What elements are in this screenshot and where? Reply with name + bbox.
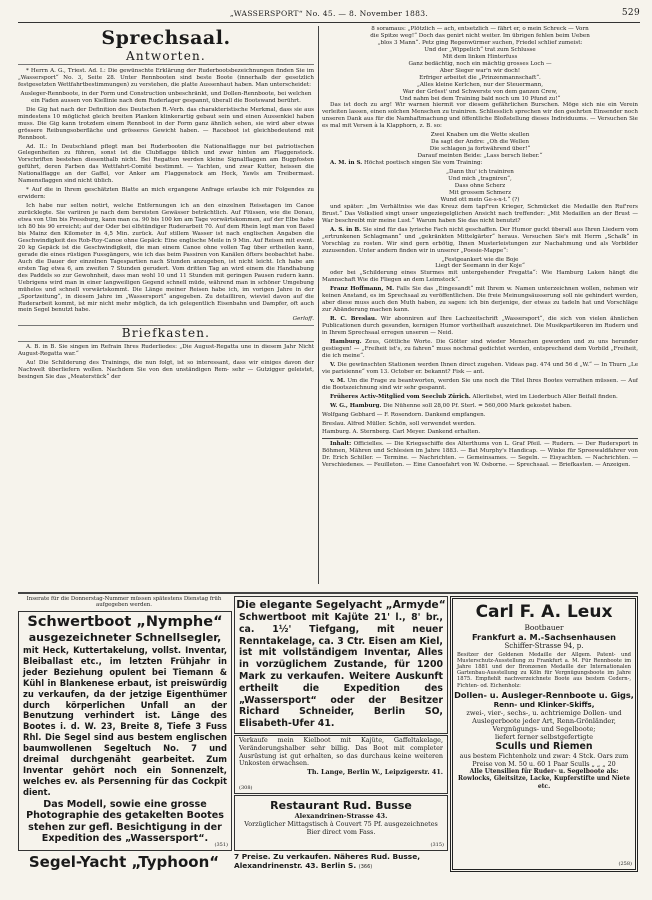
ads-separator <box>18 592 638 594</box>
ad-number: (366) <box>358 864 373 871</box>
verse-line: „blos 3 Mann“. Petz ging Regenwürmer suchen, Friedel schlief zumeist: <box>377 39 583 46</box>
verse-line: 8 soramaus: „Plötzlich — ach, entsetzlich — fährt er, o mein Schreck — Vorn <box>371 26 589 32</box>
ad-nymphe-title: Schwertboot „Nymphe“ <box>27 614 223 630</box>
ad-armyde-title: Die elegante Segelyacht „Armyde“ <box>236 599 446 611</box>
briefkasten-continued-column <box>322 26 638 592</box>
verse-line: Da sagt der Andre: „Oh die Wellen <box>430 139 530 146</box>
ad-nymphe-model: Das Modell, sowie eine grosse Photographie des getakelten Bootes stehen zur gefl. Besichtigung in der Expedition des „Wassersport“. <box>26 798 224 845</box>
sprechsaal-letter-body: Ich habe nur selten notirt, welche Entfernungen ich an den einzelnen Reisetagen im Canoe zurücklegte. Sie variiren je nach dem bereisten Gewässer beträchtlich. Auf Flüssen, wie die Donau, etwa von Ulm bis Pressburg, kann man ca. 90 bis 100 km am Tage vorwärtskommen, auf der Elbe habe ich 80 bis 90 erreicht; auf der Oder bei elfstündiger Ruderarbeit 70. Auf dem Rhein legt man von Basel bis Mainz den Kilometer in 4,5 Min. zurück. Auf stillem Wasser ist nach englischen Angaben die Geschwindigkeit des Rob-Roy-Canoe ohne Gepäck: Eine englische Meile in 9 Min. Auf Reisen mit event. 20 kg Gepäck ist die Geschwindigkeit, die man einem Canoe ohne vollen Tag über ertheilen kann, gerade die eines rüstigen Fussgängers, wie ich das beim Passiren von Kanälen öfters beobachtet habe. Auch die Dauer der einzelnen Tagespartien nach Stunden anzugeben, ist nicht leicht. Ich habe am ersten Tag etwa 6, am zweiten 7 Stunden gerudert. Vom dritten Tag an wird einem die Handhabung des Paddels so zur Gewohnheit, dass man wohl 10 und 11 Stunden mit geringen Pausen rudern kann. Uebrigens wird man in einer langweiligen Gegend schnell müde, während man in schöner Umgebung mühelos und schnell vorwärtskommt. Die Länge meiner Reisen habe ich, im vorigen Jahre in der „Sportzeitung“, in diesem Jahre im „Wassersport“ angegeben. Zu detailliren, wieviel davon auf die Ruderarbeit kommt, ist mir nicht mehr möglich, da ich gelegentlich Eisenbahn und Dampfer, oft auch mein Segel benutzt habe. <box>18 203 314 314</box>
journal-issue-line: „WASSERSPORT“ No. 45. — 8. November 1883. <box>229 9 429 18</box>
ad-leux-body5: Alle Utensilien für Ruder- u. Segelboote als: Rowlocks, Gleitsitze, Lacke, Kupferstifte und Niete etc. <box>458 767 630 790</box>
poem-block <box>322 26 638 102</box>
inhalt-text: Officielles. — Die Kriegsschiffe des Alterthums von L. Graf Pfeil. — Rudern. — Der Rudersport in Böhmen, Mähren und Schlesien im Jahre 1883. — Bat Murphy's Handicap. — Winke für Spreewaldfahrer von Dr. Erich Schiller. — Termine. — Nachrichten. — Gemeinsames. — Segeln. — Eisyachten. — Nachrichten. — Verschiedenes. — Feuilleton. — Eine Canoefahrt von W. Osborne. — Sprechsaal. — Briefkasten. — Anzeigen. <box>322 441 638 469</box>
briefkasten-title: Briefkasten. <box>18 325 314 342</box>
ad-typhoon-title: Segel-Yacht „Typhoon“ <box>28 853 220 871</box>
insertion-notice: Inserate für die Donnerstag-Nummer müssen spätestens Dienstag früh aufgegeben werden. <box>26 596 222 609</box>
entry-text: Wolfgang Gebhard — F. Rosendorn. Dankend empfangen. <box>322 411 486 418</box>
entry-text: Höchst poetisch singen Sie vom Training: <box>364 160 483 167</box>
ad-kielboot-body: Verkaufe mein Kielboot mit Kajüte, Gaffeltakelage, Veränderungshalber sehr billig. Das Boot mit completer Ausrüstung ist gut erhalten, so das durchaus keine weiteren Unkosten erwachsen. <box>239 736 443 768</box>
verse-line: Aber Sieger war'n wir doch! <box>439 67 521 74</box>
sprechsaal-column <box>18 26 314 508</box>
verse-line: Und der „Wippelich“ trat zum Schlusse <box>424 46 536 53</box>
antworten-subtitle: Antworten. <box>18 49 314 65</box>
ad-leux-bold2: Renn- und Klinker-Skiffs, <box>493 699 595 709</box>
ad-leux-body4: aus bestem Fichtenholz und zwar: 4 Stck. Oars zum Preise von M. 50 u. 60 1 Paar Sculls „ „ „ 20 <box>459 751 629 768</box>
sprechsaal-title: Sprechsaal. <box>101 27 231 49</box>
verse-line: „Alles kleine Kerlchen, nur der Steuermann, <box>416 81 544 88</box>
ad-restaurant-busse <box>234 795 448 851</box>
ad-leux-city: Frankfurt a. M.-Sachsenhausen <box>471 632 617 642</box>
ad-nymphe-subtitle: ausgezeichneter Schnellsegler, <box>28 631 222 644</box>
entry-text: Breslau. Alfred Müller. Schön, soll verwendet werden. <box>322 420 476 427</box>
page-header <box>18 8 640 23</box>
verse-line: Dass ohne Scherz <box>454 182 506 189</box>
entry-text: Wir abonniren auf Ihre Lachzeitschrift „Wassersport“, die sich von vielen ähnlichen Publicationen durch gesunden, kernigen Humor vortheilhaft auszeichnet. Die Musikpartikeren im Rudern und in Ihrem Sprechsaal erregen unseren — Neid. <box>322 316 638 337</box>
ad-leux-sub1: Bootbauer <box>524 623 564 632</box>
ad-leux-bold3: Sculls und Riemen <box>495 740 593 752</box>
ad-nymphe-body: mit Heck, Kuttertakelung, vollst. Inventar, Bleiballast etc., im letzten Frühjahr in jeder Beziehung opulent bei Tiemann & Kühl in Blankenese erbaut, ist preiswürdig zu verkaufen, da der jetzige Eigenthümer durch körperlichen Unfall an der Benutzung verhindert ist. Länge des Bootes i. d. W. 23, Breite 8, Tiefe 3 Fuss Rhl. Die Segel sind aus bestem englischen baumwollenen Segeltuch No. 7 und dreimal durchgenäht gearbeitet. Zum Inventar gehört noch ein Sonnenzelt, welches ev. als Persenning für das Cockpit dient. <box>23 645 227 797</box>
ad-kielboot-signature: Th. Lange, Berlin W., Leipzigerstr. 41. <box>307 768 443 777</box>
ad-leux-bold1: Dollen- u. Ausleger-Rennboote u. Gigs, <box>454 689 634 700</box>
verse-line: Und mich „tragniren“, <box>448 176 512 183</box>
briefkasten-entry-1: A. B. in B. Sie singen im Refrain Ihres Ruderliedes: „Die August-Regatta une in diesem Jahr Nicht August-Regatta war.“ <box>18 344 314 358</box>
ad-number: (351) <box>214 841 228 848</box>
inhalt-title: Inhalt: <box>330 441 352 448</box>
ad-kielboot <box>234 735 448 794</box>
entry-text: Hamburg. A. Sternberg. Carl Meyer. Dankend erhalten. <box>322 429 481 436</box>
entry-label: V. <box>330 361 336 368</box>
entry-text: Zeus, Göttliche Worte. Die Götter sind wieder Menschen geworden und zu uns herunder gestiegen! — „Freiheit ist's, zu fahren“ muss nochmal gedichtet werden, entsprechend dem Vorbild „Freiheit, die ich meine“. <box>322 338 638 359</box>
verse-block <box>322 257 638 271</box>
briefkasten-paragraph: und später: „Im Verhältniss wie das Kreuz dem tapf'ren Krieger, Schmücket die Medaille den Ruf'rers Brust.“ Das Volkslied singt unser ungeziegelglichen Ansicht nach treffender: „Mit Medaillen an der Brust — War beschreibt mir meine Lust.“ Warum haben Sie das nicht benutzt? <box>322 203 638 224</box>
verse-block <box>322 132 638 160</box>
verse-line: Mit grossem Schmerz <box>448 189 512 196</box>
sprechsaal-answer-2: Ausleger-Rennboote, in der Form und Construction unbeschränkt, und Dollen-Rennboote, bei welchen ein Faden aussen von Kiellinie nach dem Ruderlager gespannt, überall die Bootswand berührt. <box>20 90 312 104</box>
verse-line: Die schlagen ja fortwährend über!“ <box>429 146 531 153</box>
ad-number: (258) <box>618 860 632 867</box>
verse-line: die Spitze weg!“ Doch das genirt nicht weiter. Im übrigen fehlen beim Ueben <box>370 32 590 39</box>
entry-label: A. M. in S. <box>330 160 363 167</box>
verse-block <box>322 169 638 204</box>
entry-label: R. C. Breslau. <box>330 316 377 323</box>
divider <box>322 438 638 439</box>
ad-leux <box>450 596 638 872</box>
entry-text: Sie sind für das lyrische Fach nicht geschaffen. Der Humor guckt überall aus Ihren Liedern vom „ertrunkenen Schlagmann“ und „gekränkten Mittelgärter“ heraus. Versuchen Sie's mit Herrn „Schalk“ in Vorschlag zu rosten. Wir sind gern erbötig, Ihnen Musterleistungen zur Nachahmung und als Vorbilder zuzusenden. Unter andern finden wir in unserer „Poesie-Mappe“: <box>322 226 638 254</box>
verse-line: Und nahm bei dem Training bald noch um 10 Pfund zu!“ <box>399 95 561 102</box>
verse-line: Ganz bedächtig, noch ein mächtig grosses Loch — <box>408 60 552 67</box>
verse-line: Darauf meinten Beide: „Lass bersch lieber.“ <box>417 153 543 160</box>
entry-text: Um die Frage zu beantworten, werden Sie uns noch die Titel Ihres Bootes verrathen müssen. — Auf die Bootszeichnung sind wir sehr gespannt. <box>322 377 638 391</box>
ad-armyde-body: Schwertboot mit Kajüte 21' l., 8' br., ca. 1½' Tiefgang, mit neuer Renntakelage, ca. 3 Ctr. Eisen am Kiel, ist mit vollständigem Inventar, Alles in vorzüglichem Zustande, für 1200 Mark zu verkaufen. Weitere Auskunft ertheilt die Expedition des „Wassersport“ oder der Besitzer Richard Schneider, Berlin SO, Elisabeth-Ufer 41. <box>239 612 443 730</box>
ad-leux-body2: zwei-, vier-, sechs-, u. achtriemige Dollen- und Auslegerboote jeder Art, Renn-Grönländer, Vergnügungs- und Segelboote; <box>466 708 622 733</box>
verse-line: „Dann thu' ich trainiren <box>446 169 514 176</box>
sprechsaal-answer-1: * Herrn A. G., Triest. Ad. I.: Die gewünschte Erklärung der Ruderbootsbezeichnungen finden Sie im „Wassersport“ No. 3, Seite 28. Unter Rennbooten sind beste Boote (innerhalb der gesetzlich festgesetzten Wettfahrtbestimmungen) zu verstehen, die platte Aussenhaut haben. Man unterscheidet: <box>18 68 314 88</box>
ad-leux-street: Schiffer-Strasse 94, p. <box>504 642 584 650</box>
entry-text: Allerliebst, wird im Liederbuch Aller Beifall finden. <box>472 393 618 400</box>
entry-label: W. G., Hamburg. <box>330 402 382 409</box>
verse-line: War der Grösst' und Schwerste von dem ganzen Crew, <box>402 88 558 95</box>
ad-leux-body3: liefert ferner selbstgefertigte <box>494 732 594 741</box>
entry-label: Hamburg. <box>330 338 362 345</box>
verse-line: Mit dem linken Hinterfuss <box>442 53 518 60</box>
ad-number: (315) <box>430 841 444 848</box>
verse-line: Liegt der Seemann in der Koje“ <box>435 263 525 270</box>
ad-armyde <box>234 596 448 734</box>
entry-label: A. S. in B. <box>330 226 362 233</box>
ad-busse-address: Alexandrinen-Strasse 43. <box>294 812 388 820</box>
column-divider <box>318 26 319 584</box>
briefkasten-paragraph: oder bei „Schilderung eines Sturmes mit untergehender Fregatta“: Wie Hamburg Laken hängt die Mannschaft Wie die Fliegen an dem Leimstock“. <box>322 270 638 284</box>
entry-text: Die Nühenne soll 28,00 Pf. Sterl. = 560,000 Mark gekostet haben. <box>383 402 572 409</box>
page-number: 529 <box>621 8 640 18</box>
ad-typhoon-body <box>234 852 446 878</box>
letter-signature: Gerloff. <box>292 316 314 323</box>
ad-leux-title: Carl F. A. Leux <box>475 602 613 622</box>
entry-label: v. M. <box>330 377 346 384</box>
verse-line: Erfriger arbeitet die „Prinzenmannschaft“. <box>419 74 541 81</box>
sprechsaal-letter-intro: * Auf die in Ihrem geschätzten Blatte an mich ergangene Anfrage erlaube ich mir Folgendes zu erwidern: <box>18 187 314 201</box>
sprechsaal-answer-3: Die Gig hat nach der Definition des Deutschen R.-Verb. das charakteristische Merkmal, dass sie aus mindestens 10 möglichst gleich breiten Planken klinkerartig gebaut sein und einen Aussenkiel haben muss. Die Gig kann trotzdem einem Rennboot in der Form ganz ähnlich sehen, sie wird aber etwas grössere Reibungsoberfläche und grösseres Gewicht haben. — Raceboot ist gleichbedeutend mit Rennboot. <box>18 106 314 141</box>
briefkasten-entry-2: Au! Die Schilderung des Trainings, die nun folgt, ist so interessant, dass wir einiges davon der Nachwelt überliefern wollen. Nachdem Sie von den unständigen Rem- sehr — Gutzigger geleistet, besingen Sie das „Meaterstück“ der <box>18 360 314 381</box>
ad-busse-title: Restaurant Rud. Busse <box>270 799 412 812</box>
ad-nymphe <box>18 611 232 851</box>
ad-typhoon-text: 7 Preise. Zu verkaufen. Näheres Rud. Busse, Alexandrinenstr. 43. Berlin S. <box>234 852 421 871</box>
sprechsaal-answer-4: Ad. II.: In Deutschland pflegt man bei Ruderbooten die Nationalflagge nur bei patriotischen Gelegenheiten zu führen, sonst ist die Clubflagge üblich und zwar hinten am Flaggenstock. Vorschriften bestehen diesenthalb nicht. Bei Regatten werden kleine Signalflaggen am Bugpfosten geführt, deren Farben das Wettfahrt-Comité bestimmt. — Yachten, und zwar Kutter, heissen die Nationalflagge an der Gaffel, vor Anker am Flaggenstock am Heck, Yawls am Treibermast. Namensflaggen sind nicht üblich. <box>18 143 314 185</box>
ad-leux-body: Besitzer der Goldenen Medaille der Allgem. Patent- und Musterschutz-Ausstellung zu Frankfurt a. M. Für Rennboote im Jahre 1881 und der Bronzenen Medaille der Internationalen Gartenbau-Ausstellung zu Köln für Vergnügungsboote im Jahre 1875. Empfiehlt nachverzeichnete Boote aus bestem Cedern-, Fichten- od. Eichenholz: <box>457 651 631 689</box>
ad-number: (308) <box>239 784 253 791</box>
entry-text: Die gewünschten Stationen werden Ihnen direct zugehen. Videas pag. 474 und 56 d „W.“ — In Thurn „Le vie parisienne“ vom 13. October er. bekannt? Fisk — ant. <box>322 361 638 375</box>
verse-line: Zwei Knaben um die Wette skullen <box>430 132 530 139</box>
entry-label: Früheres Activ-Mitglied vom Seeclub Zürich. <box>330 393 471 400</box>
verse-line: „Festgeankert wie die Boje <box>441 256 519 263</box>
entry-text: Falls Sie das „Eingesandt“ mit Ihrem w. Namen unterzeichnen wollen, nehmen wir keinen Anstand, es im Sprechsaal zu veröffentlichen. Die freie Meinungsäusserung soll nie gehindert werden, aber diese muss auch den Muth haben, zu sagen: ich bin derjenige, der etwas zu tadeln hat und Vorschläge zur Abänderung machen kann. <box>322 286 638 314</box>
ad-busse-body: Vorzüglicher Mittagstisch à Couvert 75 Pf. ausgezeichnetes Bier direct vom Fass. <box>244 820 438 836</box>
briefkasten-paragraph: Das ist doch zu arg! Wir warnen hiermit vor diesem gefährlichen Burschen. Möge sich nie ein Verein verleiten lassen, einen solchen Menschen zu trainiren. Schliesslich sprechen wir den geehrten Einsender noch unseren Dank aus für die Namhaftmachung und öffentliche Bloßstellung dieses Individuums. — Versuchen Sie es mal mit Versen à la Klapphorn, z. B. so: <box>322 102 638 130</box>
verse-line: Wund ott mein Ge-s-x-t.“ (?) <box>440 196 520 203</box>
entry-label: Franz Hoffmann, M. <box>330 286 395 293</box>
